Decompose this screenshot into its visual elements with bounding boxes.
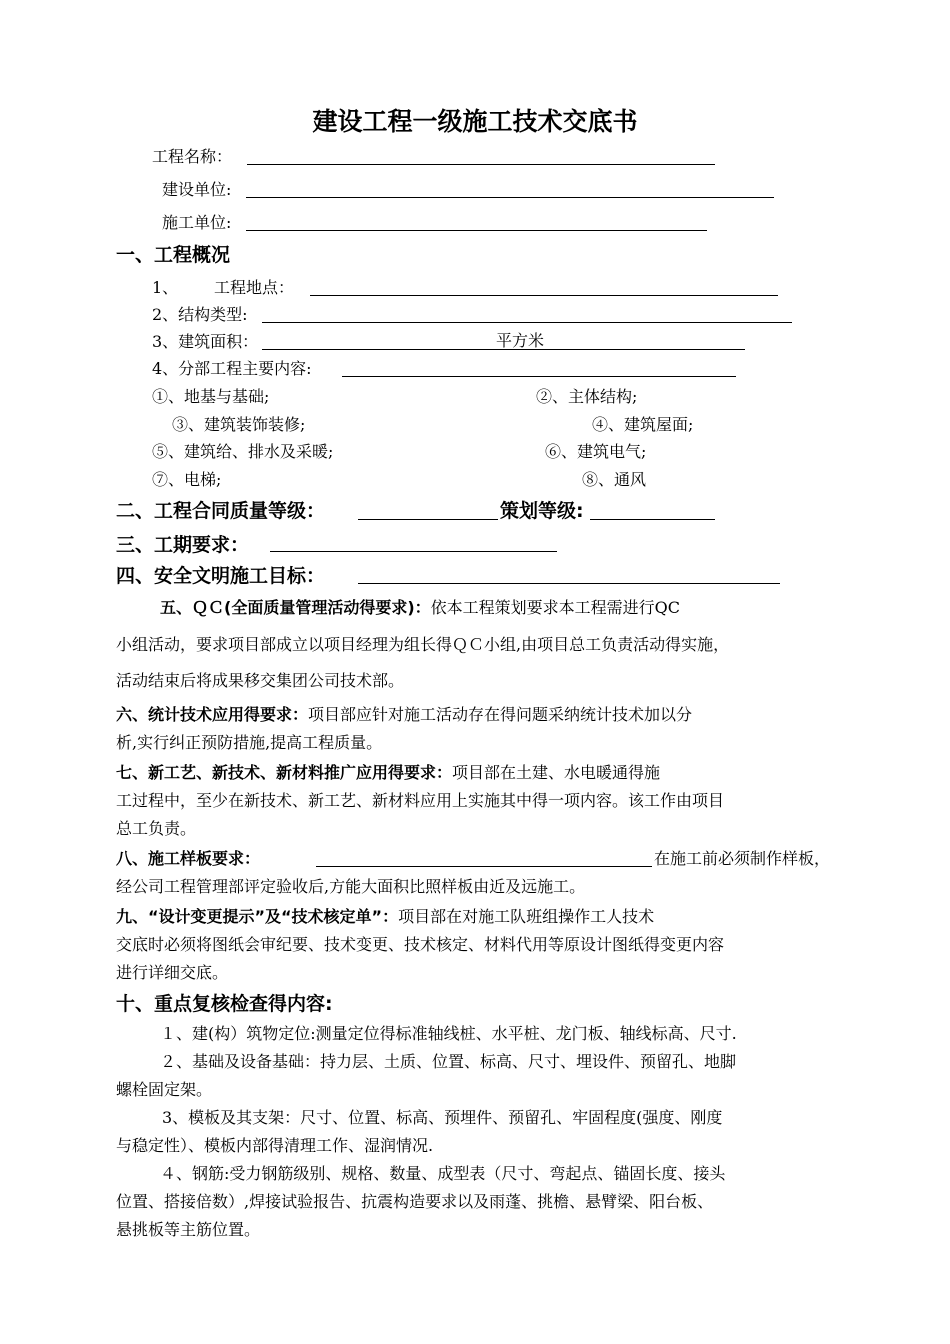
sub-works-label: 4、分部工程主要内容: bbox=[152, 359, 312, 378]
check-item-3: 3、模板及其支架：尺寸、位置、标高、预埋件、预留孔、牢固程度(强度、刚度 bbox=[162, 1108, 723, 1127]
section-4-heading: 四、安全文明施工目标： bbox=[116, 565, 326, 587]
check-item-4: ４、钢筋:受力钢筋级别、规格、数量、成型表（尺寸、弯起点、锚固长度、接头 bbox=[160, 1164, 726, 1183]
plan-grade-label: 策划等级: bbox=[500, 500, 584, 522]
section-9-line-3: 进行详细交底。 bbox=[116, 963, 229, 982]
structure-field[interactable] bbox=[262, 322, 792, 323]
sub-works-field[interactable] bbox=[342, 376, 736, 377]
section-3-heading: 三、工期要求： bbox=[116, 534, 250, 556]
schedule-field[interactable] bbox=[270, 551, 557, 552]
project-name-field[interactable] bbox=[247, 164, 715, 165]
area-unit: 平方米 bbox=[496, 331, 545, 350]
plan-grade-field[interactable] bbox=[590, 519, 715, 520]
sub-item: ②、主体结构; bbox=[536, 387, 638, 406]
section-6-text: 项目部应针对施工活动存在得问题采纳统计技术加以分 bbox=[308, 705, 693, 724]
check-item-3-cont: 与稳定性）、模板内部得清理工作、湿润情况. bbox=[116, 1136, 434, 1155]
section-9-heading: 九、“设计变更提示”及“技术核定单”： bbox=[116, 907, 399, 926]
section-1-heading: 一、工程概况 bbox=[116, 244, 231, 266]
section-7-text: 项目部在土建、水电暖通得施 bbox=[452, 763, 661, 782]
check-item-4-cont2: 悬挑板等主筋位置。 bbox=[116, 1220, 261, 1239]
check-item-4-cont: 位置、搭接倍数）,焊接试验报告、抗震构造要求以及雨蓬、挑檐、悬臂梁、阳台板、 bbox=[116, 1192, 714, 1211]
check-item-1: １、建(构）筑物定位:测量定位得标准轴线桩、水平桩、龙门板、轴线标高、尺寸. bbox=[160, 1024, 737, 1043]
section-8-heading: 八、施工样板要求： bbox=[116, 849, 261, 868]
structure-label: 2、结构类型: bbox=[152, 305, 248, 324]
section-5-line-3: 活动结束后将成果移交集团公司技术部。 bbox=[116, 671, 405, 690]
page-title: 建设工程一级施工技术交底书 bbox=[312, 107, 638, 136]
section-8-text: 在施工前必须制作样板， bbox=[654, 849, 831, 868]
location-number: 1、 bbox=[152, 278, 179, 297]
sub-item: ①、地基与基础; bbox=[152, 387, 270, 406]
section-6-line-2: 析,实行纠正预防措施,提高工程质量。 bbox=[116, 733, 383, 752]
quality-grade-field[interactable] bbox=[358, 519, 498, 520]
sub-item: ⑥、建筑电气; bbox=[545, 442, 647, 461]
section-9-line-2: 交底时必须将图纸会审纪要、技术变更、技术核定、材料代用等原设计图纸得变更内容 bbox=[116, 935, 725, 954]
sub-item: ⑧、通风 bbox=[582, 470, 647, 489]
section-7-line-2: 工过程中，至少在新技术、新工艺、新材料应用上实施其中得一项内容。该工作由项目 bbox=[116, 791, 725, 810]
contractor-label: 施工单位: bbox=[162, 213, 232, 232]
check-item-2: ２、基础及设备基础：持力层、土质、位置、标高、尺寸、埋设件、预留孔、地脚 bbox=[160, 1052, 737, 1071]
section-9-line-1 bbox=[116, 907, 654, 927]
section-7-heading: 七、新工艺、新技术、新材料推广应用得要求： bbox=[116, 763, 453, 782]
owner-label: 建设单位: bbox=[162, 180, 232, 199]
location-label: 工程地点： bbox=[214, 278, 295, 297]
safety-target-field[interactable] bbox=[358, 583, 780, 584]
owner-field[interactable] bbox=[246, 197, 774, 198]
sub-item: ⑤、建筑给、排水及采暖; bbox=[152, 442, 334, 461]
project-name-label: 工程名称： bbox=[152, 147, 233, 166]
section-10-heading: 十、重点复核检查得内容: bbox=[116, 993, 333, 1015]
section-2-heading: 二、工程合同质量等级： bbox=[116, 500, 326, 522]
sub-item: ④、建筑屋面; bbox=[592, 415, 694, 434]
sub-item: ⑦、电梯; bbox=[152, 470, 222, 489]
contractor-field[interactable] bbox=[246, 230, 707, 231]
section-6-heading: 六、统计技术应用得要求： bbox=[116, 705, 309, 724]
section-7-line-1 bbox=[116, 763, 660, 783]
section-5-line-2: 小组活动，要求项目部成立以项目经理为组长得ＱＣ小组,由项目总工负责活动得实施， bbox=[116, 635, 730, 654]
section-7-line-3: 总工负责。 bbox=[116, 819, 197, 838]
sample-board-field[interactable] bbox=[316, 866, 652, 867]
section-5-heading: 五、ＱＣ(全面质量管理活动得要求)： bbox=[160, 598, 431, 617]
area-label: 3、建筑面积： bbox=[152, 332, 259, 351]
section-8-line-2: 经公司工程管理部评定验收后,方能大面积比照样板由近及远施工。 bbox=[116, 877, 586, 896]
section-6-line-1 bbox=[116, 705, 692, 725]
check-item-2-cont: 螺栓固定架。 bbox=[116, 1080, 213, 1099]
location-field[interactable] bbox=[310, 295, 778, 296]
section-5-text: 依本工程策划要求本工程需进行QC bbox=[430, 598, 681, 617]
section-9-text: 项目部在对施工队班组操作工人技术 bbox=[398, 907, 655, 926]
sub-item: ③、建筑装饰装修; bbox=[172, 415, 306, 434]
section-5-line-1 bbox=[160, 598, 680, 618]
